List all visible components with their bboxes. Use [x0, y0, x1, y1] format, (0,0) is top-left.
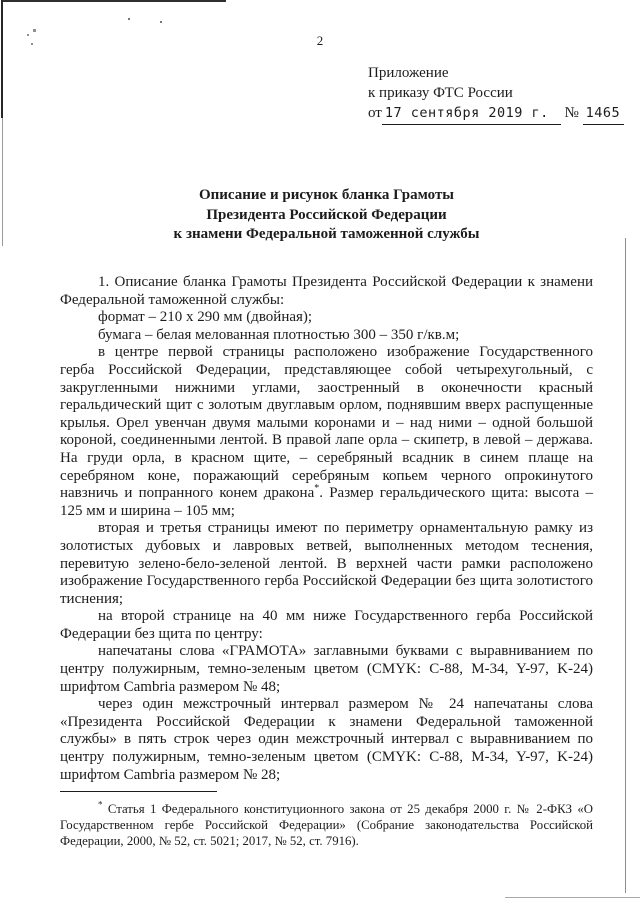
- footnote-section: [60, 791, 593, 849]
- scan-speck: [33, 29, 36, 32]
- footnote-separator: [60, 791, 217, 792]
- appendix-date-line: [368, 103, 624, 125]
- scan-artifact-top-edge: [2, 0, 226, 2]
- scan-artifact-left-edge: [1, 0, 3, 118]
- scan-artifact-bottom-edge: [505, 897, 640, 898]
- paragraph-second-page: на второй странице на 40 мм ниже Государственного герба Российской Федерации без щита по центру:: [60, 608, 593, 642]
- scan-speck: [128, 18, 130, 20]
- paragraph-paper: бумага – белая мелованная плотностью 300 – 350 г/кв.м;: [98, 326, 460, 343]
- paragraph-ornamental-frame: вторая и третья страницы имеют по периметру орнаментальную рамку из золотистых дубовых и лавровых ветвей, выполненных методом теснения, перевитую зелено-бело-зеленой лентой. В верхней части рамки расположено изображение Государственного герба Российской Федерации без щита золотистого тиснения;: [60, 520, 593, 607]
- scan-artifact-left-edge-faint: [2, 118, 3, 246]
- coat-of-arms-text: в центре первой страницы расположено изображение Государственного герба Российской Федерации, представляющее собой четырехугольный, с закругленными нижними углами, заостренный в оконечности красный геральдический щит с золотым двуглавым орлом, поднявшим вверх распущенные крылья. Орел увенчан двумя малыми коронами и – над ними – одной большой короной, соединенными лентой. В правой лапе орла – скипетр, в левой – держава. На груди орла, в красном щите, – серебряный всадник в синем плаще на серебряном коне, поражающий серебряным копьем черного опрокинутого навзничь и попранного конем дракона: [60, 344, 593, 502]
- footnote-marker: *: [314, 483, 320, 495]
- title-line-2: Президента Российской Федерации: [206, 206, 447, 223]
- footnote-marker: *: [98, 799, 103, 810]
- scan-speck: [160, 21, 162, 23]
- date-prefix: от: [368, 105, 382, 121]
- footnote: [60, 801, 593, 849]
- title-line-3: к знамени Федеральной таможенной службы: [173, 226, 480, 242]
- shield-size-text: . Размер геральдического щита: высота – 125 мм и ширина – 105 мм;: [60, 485, 593, 519]
- appendix-line-1: Приложение: [368, 65, 449, 81]
- paragraph-president-words: через один межстрочный интервал размером № 24 напечатаны слова «Президента Российской Федерации к знамени Федеральной таможенной службы» в пять строк через один межстрочный интервал с выравниванием по центру полужирным, темно-зеленым цветом (CMYK: C-88, M-34, Y-97, K-24) шрифтом Cambria размером № 28;: [60, 696, 593, 783]
- paragraph-format: формат – 210 х 290 мм (двойная);: [98, 309, 313, 326]
- document-title: [60, 186, 593, 245]
- paragraph-description-intro: 1. Описание бланка Грамоты Президента Российской Федерации к знамени Федеральной таможенной службы:: [60, 274, 593, 308]
- number-sign: №: [564, 105, 579, 121]
- order-number: 1465: [583, 103, 625, 125]
- order-date: 17 сентября 2019 г.: [382, 103, 561, 125]
- paragraph-coat-of-arms: [60, 344, 593, 520]
- appendix-reference: [368, 63, 624, 125]
- document-body: [60, 274, 593, 784]
- appendix-line-2: к приказу ФТС России: [368, 85, 513, 101]
- scan-artifact-right-edge: [625, 238, 626, 893]
- footnote-text: Статья 1 Федерального конституционного закона от 25 декабря 2000 г. № 2-ФКЗ «О Государственном гербе Российской Федерации» (Собрание законодательства Российской Федерации, 2000, № 52, ст. 5021; 2017, № 52, ст. 7916).: [60, 802, 593, 848]
- paragraph-gramota-word: напечатаны слова «ГРАМОТА» заглавными буквами с выравниванием по центру полужирным, темно-зеленым цветом (CMYK: C-88, M-34, Y-97, K-24) шрифтом Cambria размером № 48;: [60, 643, 593, 695]
- page-number: 2: [316, 33, 324, 48]
- title-line-1: Описание и рисунок бланка Грамоты: [198, 187, 455, 203]
